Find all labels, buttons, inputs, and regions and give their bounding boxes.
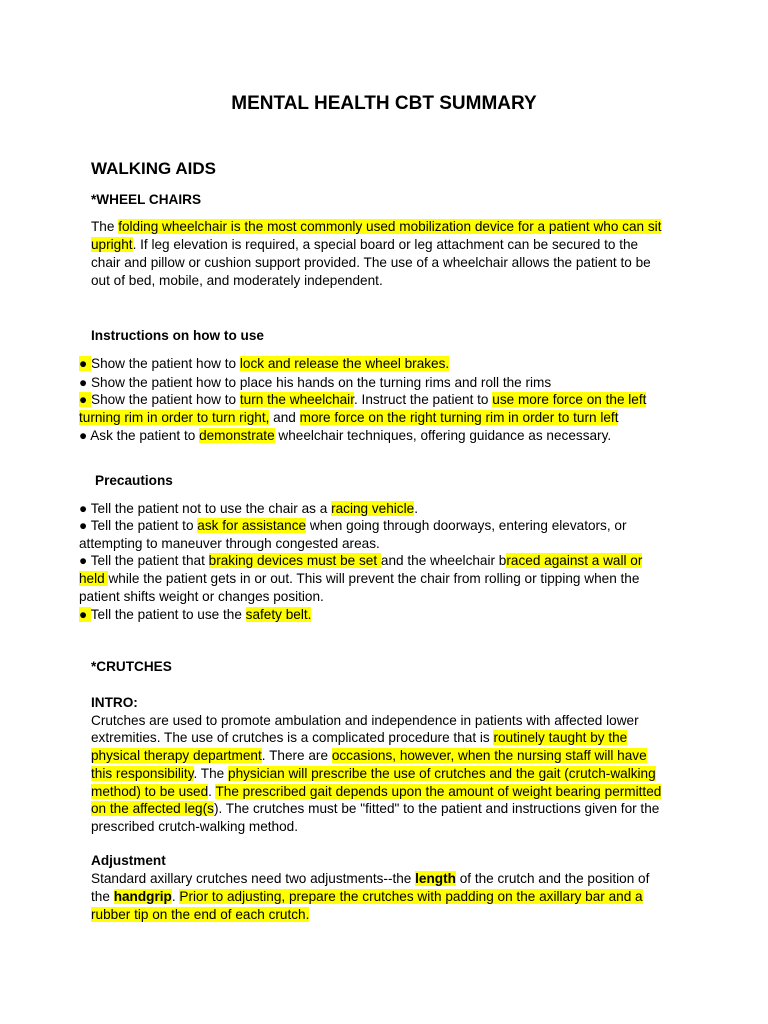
highlight: lock and release the wheel brakes. [239, 356, 450, 371]
subheading-wheel-chairs: *WHEEL CHAIRS [91, 192, 202, 207]
list-item: ● Ask the patient to demonstrate wheelchair techniques, offering guidance as necessary. [79, 428, 612, 443]
list-item-continuation: attempting to maneuver through congested areas. [79, 536, 380, 551]
highlight: this responsibility [91, 766, 194, 781]
paragraph-line: this responsibility. The physician will prescribe the use of crutches and the gait (crutch-walking [91, 766, 656, 781]
highlight: racing vehicle [331, 501, 415, 516]
subheading-precautions: Precautions [95, 473, 173, 488]
highlight: turning rim in order to turn right, [79, 410, 270, 425]
list-item: ● Tell the patient to ask for assistance when going through doorways, entering elevators, or [79, 518, 627, 533]
paragraph-line: Crutches are used to promote ambulation and independence in patients with affected lower [91, 713, 639, 728]
bullet: ● [79, 356, 91, 371]
paragraph-line: The folding wheelchair is the most commonly used mobilization device for a patient who can sit [91, 219, 662, 234]
paragraph-line: on the affected leg(s). The crutches must be "fitted" to the patient and instructions given for the [91, 801, 660, 816]
paragraph-line: out of bed, mobile, and moderately independent. [91, 273, 383, 288]
highlight: The prescribed gait depends upon the amount of weight bearing permitted [215, 784, 662, 799]
subheading-adjustment: Adjustment [91, 853, 166, 868]
highlight: folding wheelchair is the most commonly used mobilization device for a patient who can sit [118, 219, 662, 234]
list-item-continuation: held while the patient gets in or out. This will prevent the chair from rolling or tipping when the [79, 571, 640, 586]
highlight: method) to be used [91, 784, 209, 799]
subheading-crutches: *CRUTCHES [91, 659, 172, 674]
highlight: held [79, 571, 109, 586]
highlight-bold: length [415, 871, 456, 886]
highlight: rubber tip on the end of each crutch. [91, 907, 310, 922]
highlight: demonstrate [199, 428, 275, 443]
list-item: ● Show the patient how to place his hands on the turning rims and roll the rims [79, 375, 552, 390]
paragraph-line: upright. If leg elevation is required, a special board or leg attachment can be secured to the [91, 237, 639, 252]
highlight: on the affected leg(s [91, 801, 214, 816]
list-item-continuation: patient shifts weight or changes position. [79, 589, 324, 604]
highlight: physician will prescribe the use of crutches and the gait (crutch-walking [228, 766, 656, 781]
paragraph-line: extremities. The use of crutches is a complicated procedure that is routinely taught by the [91, 730, 628, 745]
bullet: ● [79, 607, 91, 622]
bullet: ● [79, 392, 91, 407]
list-item: ● Tell the patient that braking devices must be set and the wheelchair braced against a wall or [79, 553, 643, 568]
list-item: ● Show the patient how to lock and release the wheel brakes. [79, 356, 450, 371]
highlight: ask for assistance [197, 518, 307, 533]
paragraph-line: the handgrip. Prior to adjusting, prepare the crutches with padding on the axillary bar and a [91, 889, 643, 904]
subheading-instructions: Instructions on how to use [91, 328, 264, 343]
highlight: occasions, however, when the nursing staff will have [331, 748, 647, 763]
paragraph-line [91, 906, 309, 924]
highlight: raced against a wall or [506, 553, 643, 568]
paragraph-line: method) to be used. The prescribed gait depends upon the amount of weight bearing permitted [91, 784, 662, 799]
highlight: turn the wheelchair [239, 392, 354, 407]
highlight: safety belt. [245, 607, 312, 622]
list-item: ● Show the patient how to turn the wheelchair. Instruct the patient to use more force on the left [79, 392, 647, 407]
highlight: routinely taught by the [493, 730, 628, 745]
highlight: use more force on the left [492, 392, 647, 407]
highlight: Prior to adjusting, prepare the crutches with padding on the axillary bar and a [179, 889, 643, 904]
list-item-continuation: turning rim in order to turn right, and more force on the right turning rim in order to turn left [79, 410, 619, 425]
highlight: braking devices must be set [208, 553, 381, 568]
page-title: MENTAL HEALTH CBT SUMMARY [231, 93, 537, 114]
highlight: physical therapy department [91, 748, 262, 763]
paragraph-line: Standard axillary crutches need two adjustments--the length of the crutch and the position of [91, 871, 650, 886]
paragraph-line: physical therapy department. There are occasions, however, when the nursing staff will have [91, 748, 647, 763]
list-item: ● Tell the patient not to use the chair as a racing vehicle. [79, 501, 418, 516]
subheading-intro: INTRO: [91, 695, 138, 710]
highlight: upright [91, 237, 133, 252]
paragraph-line: prescribed crutch-walking method. [91, 819, 299, 834]
section-heading-walking-aids: WALKING AIDS [91, 159, 216, 178]
highlight-bold: handgrip [113, 889, 172, 904]
highlight: more force on the right turning rim in order to turn left [299, 410, 619, 425]
paragraph-line: chair and pillow or cushion support provided. The use of a wheelchair allows the patient to be [91, 255, 651, 270]
list-item: ● Tell the patient to use the safety belt. [79, 607, 312, 622]
